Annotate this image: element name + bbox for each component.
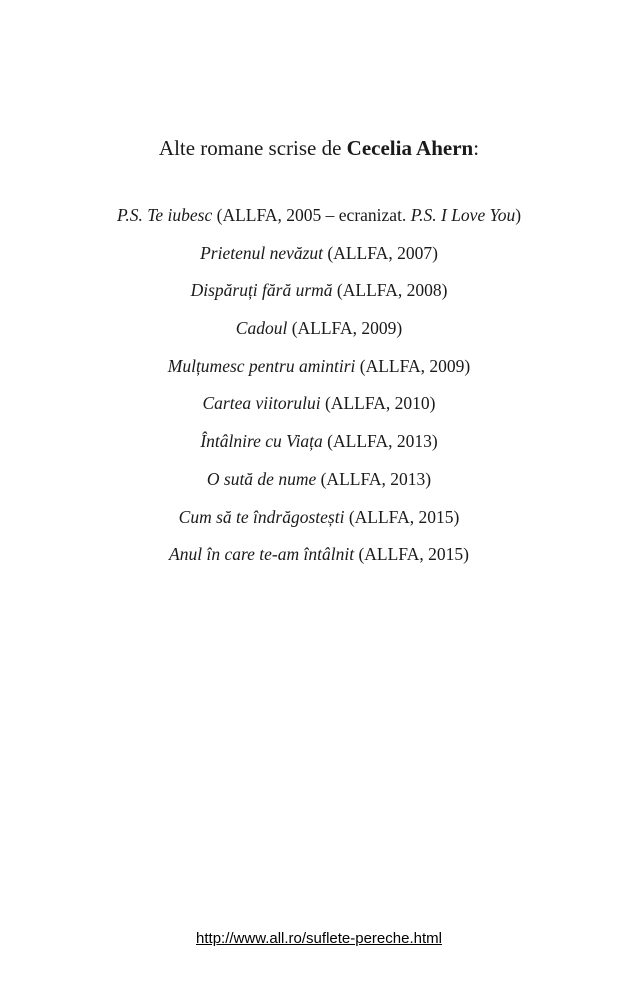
book-details: (ALLFA, 2007) — [323, 242, 438, 263]
book-title: Cum să te îndrăgostești — [178, 506, 345, 527]
book-details: (ALLFA, 2009) — [287, 318, 403, 339]
book-entry — [0, 388, 638, 426]
book-title-english: P.S. I Love You — [410, 205, 516, 225]
book-entry — [0, 539, 638, 577]
book-entry — [0, 351, 638, 389]
book-details: (ALLFA, 2005 – ecranizat. — [212, 205, 411, 225]
book-entry — [0, 275, 638, 313]
website-link[interactable]: http://www.all.ro/suflete-pereche.html — [196, 930, 442, 947]
book-entry — [0, 426, 638, 464]
book-details: (ALLFA, 2013) — [316, 468, 432, 489]
book-entry — [0, 464, 638, 502]
book-list — [0, 200, 638, 577]
book-title: O sută de nume — [206, 468, 317, 489]
book-entry — [0, 238, 638, 276]
book-details: (ALLFA, 2013) — [322, 431, 438, 452]
book-details: (ALLFA, 2009) — [355, 355, 471, 376]
book-title: Mulțumesc pentru amintiri — [167, 355, 356, 376]
book-entry — [0, 502, 638, 540]
heading-suffix: : — [473, 136, 480, 160]
book-title: Întâlnire cu Viața — [200, 431, 323, 452]
book-details: (ALLFA, 2010) — [320, 393, 436, 414]
book-title: Anul în care te-am întâlnit — [169, 544, 355, 565]
page-heading — [0, 136, 638, 161]
book-title: P.S. Te iubesc — [116, 205, 213, 225]
heading-prefix: Alte romane scrise de — [158, 136, 347, 160]
book-title: Cartea viitorului — [202, 393, 321, 414]
book-entry — [0, 313, 638, 351]
book-details: (ALLFA, 2015) — [354, 544, 469, 565]
book-details: (ALLFA, 2015) — [344, 506, 460, 527]
book-details: (ALLFA, 2008) — [332, 280, 448, 301]
author-name: Cecelia Ahern — [346, 136, 474, 160]
book-title: Dispăruți fără urmă — [190, 280, 333, 301]
book-title: Cadoul — [235, 318, 288, 339]
book-entry — [0, 200, 638, 238]
book-details-close: ) — [515, 205, 522, 225]
book-title: Prietenul nevăzut — [200, 242, 324, 263]
